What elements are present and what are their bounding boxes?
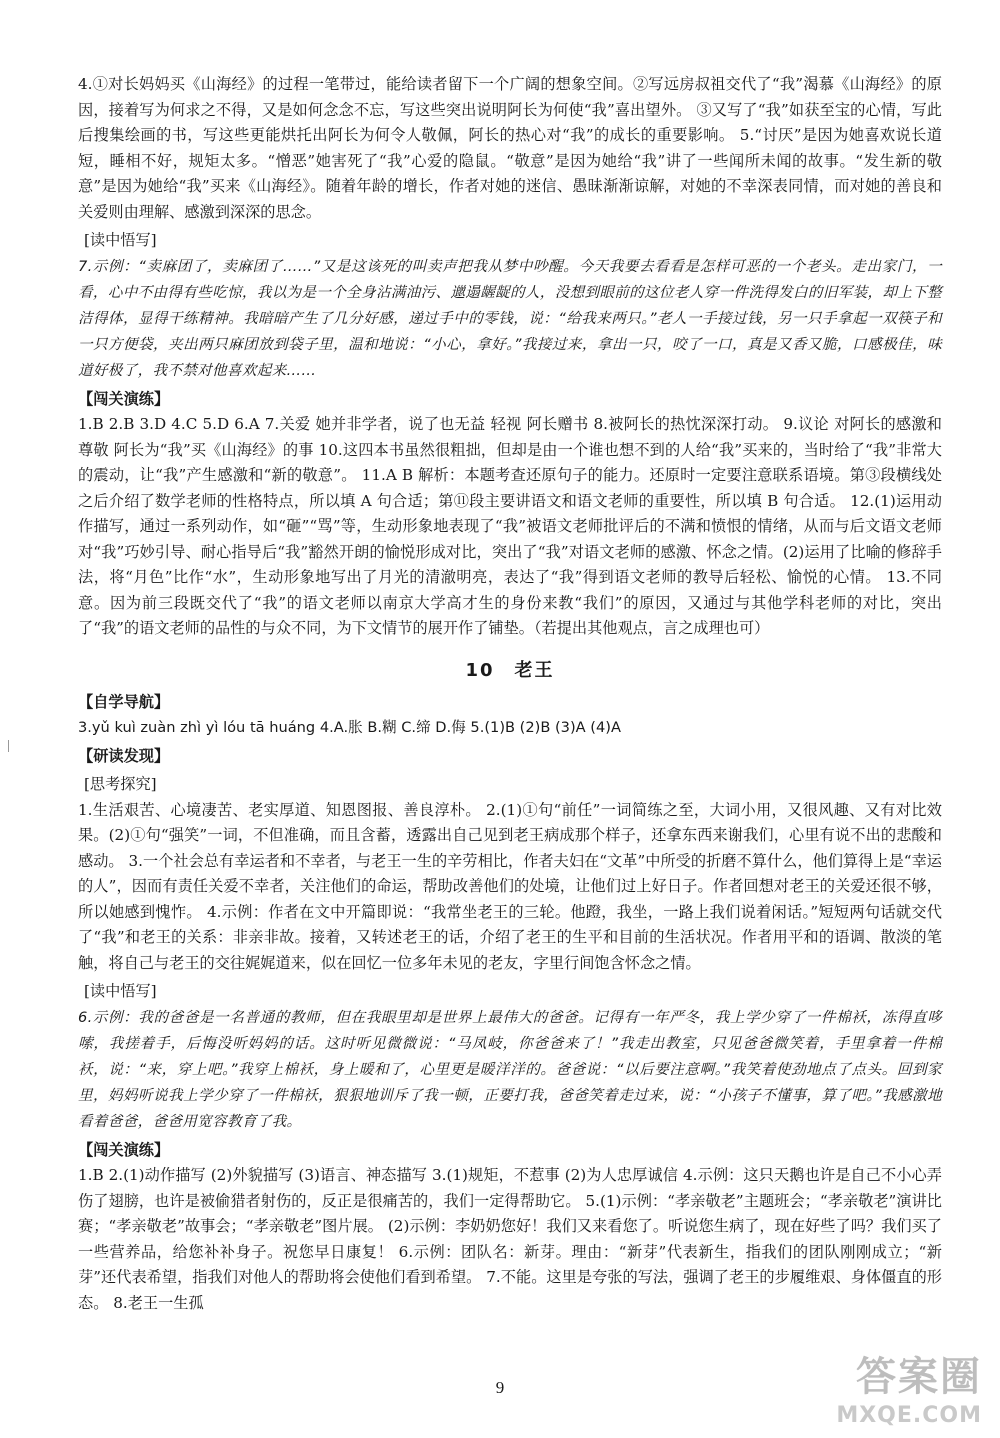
practice-answers-2: 1.B 2.(1)动作描写 (2)外貌描写 (3)语言、神态描写 3.(1)规矩，不惹事 (2)为人忠厚诚信 4.示例：这只天鹅也许是自己不小心弄伤了翅膀，也许是被偷猎者射伤的，反正是很痛苦的，我们一定得帮助它。 5.(1)示例：“孝亲敬老”主题班会；“孝亲敬老”演讲比赛；“孝亲敬老”故事会；“孝亲敬老”图片展。 (2)示例：李奶奶您好！我们又来看您了。听说您生病了，现在好些了吗？我们买了一些营养品，给您补补身子。祝您早日康复！ 6.示例：团队名：新芽。理由：“新芽”代表新生，指我们的团队刚刚成立；“新芽”还代表希望，指我们对他人的帮助将会使他们看到希望。 7.不能。这里是夸张的写法，强调了老王的步履维艰、身体僵直的形态。 8.老王一生孤 bbox=[78, 1166, 942, 1312]
heading-study-discover: 【研读发现】 bbox=[78, 746, 170, 765]
think-explore-answers: 1.生活艰苦、心境凄苦、老实厚道、知恩图报、善良淳朴。 2.(1)①句“前任”一词简练之至，大词小用，又很风趣、又有对比效果。(2)①句“强笑”一词，不但准确，而且含蓄，透露出自己见到老王病成那个样子，还拿东西来谢我们，心里有说不出的悲酸和感动。 3.一个社会总有幸运者和不幸者，与老王一生的辛劳相比，作者夫妇在“文革”中所受的折磨不算什么，他们算得上是“幸运的人”，因而有责任关爱不幸者，关注他们的命运，帮助改善他们的处境，让他们过上好日子。作者回想对老王的关爱还很不够，所以她感到愧怍。 4.示例：作者在文中开篇即说：“我常坐老王的三轮。他蹬，我坐，一路上我们说着闲话。”短短两句话就交代了“我”和老王的关系：非亲非故。接着，又转述老王的话，介绍了老王的生平和目前的生活状况。作者用平和的语调、散淡的笔触，将自己与老王的交往娓娓道来，似在回忆一位多年未见的老友，字里行间饱含怀念之情。 bbox=[78, 800, 942, 972]
heading-practice-2: 【闯关演练】 bbox=[78, 1140, 170, 1159]
watermark bbox=[792, 1348, 982, 1428]
practice-answers: 1.B 2.B 3.D 4.C 5.D 6.A 7.关爱 她并非学者，说了也无益 轻视 阿长赠书 8.被阿长的热忱深深打动。 9.议论 对阿长的感激和尊敬 阿长为“我”买《山海经》的事 10.这四本书虽然很粗拙，但却是由一个谁也想不到的人给“我”买来的，当时给了“我”非常大的震动，让“我”产生感激和“新的敬意”。 11.A B 解析：本题考查还原句子的能力。还原时一定要注意联系语境。第③段横线处之后介绍了数学老师的性格特点，所以填 A 句合适；第⑪段主要讲语文和语文老师的重要性，所以填 B 句合适。 12.(1)运用动作描写，通过一系列动作，如“砸”“骂”等，生动形象地表现了“我”被语文老师批评后的不满和愤恨的情绪，从而与后文语文老师对“我”巧妙引导、耐心指导后“我”豁然开朗的愉悦形成对比，突出了“我”对语文老师的感激、怀念之情。(2)运用了比喻的修辞手法，将“月色”比作“水”，生动形象地写出了月光的清澈明亮，表达了“我”得到语文老师的教导后轻松、愉悦的心情。 13.不同意。因为前三段既交代了“我”的语文老师以南京大学高才生的身份来教“我们”的原因，又通过与其他学科老师的对比，突出了“我”的语文老师的品性的与众不同，为下文情节的展开作了铺垫。（若提出其他观点，言之成理也可） bbox=[78, 415, 942, 637]
watermark-logo: 答案圈 bbox=[856, 1354, 982, 1400]
example-answer-7: 7.示例：“卖麻团了，卖麻团了……”又是这该死的叫卖声把我从梦中吵醒。今天我要去看看是怎样可恶的一个老头。走出家门，一看，心中不由得有些吃惊，我以为是一个全身沾满油污、邋遢龌龊的人，没想到眼前的这位老人穿一件洗得发白的旧军装，却上下整洁得体，显得干练精神。我暗暗产生了几分好感，递过手中的零钱，说：“给我来两只。”老人一手接过钱，另一只手拿起一双筷子和一只方便袋，夹出两只麻团放到袋子里，温和地说：“小心，拿好。”我接过来，拿出一只，咬了一口，真是又香又脆，口感极佳，味道好极了，我不禁对他喜欢起来…… bbox=[78, 257, 942, 379]
heading-self-study: 【自学导航】 bbox=[78, 692, 170, 711]
subheading-read-write-2: [读中悟写] bbox=[84, 982, 157, 1000]
page-number: 9 bbox=[495, 1378, 505, 1397]
subheading-read-write: [读中悟写] bbox=[84, 231, 157, 249]
margin-mark bbox=[8, 740, 13, 752]
lesson-title: 10 老王 bbox=[465, 659, 555, 681]
watermark-site: MXQE.COM bbox=[836, 1403, 982, 1428]
subheading-think-explore: [思考探究] bbox=[84, 775, 157, 793]
answer-page bbox=[78, 72, 942, 1316]
heading-practice: 【闯关演练】 bbox=[78, 389, 170, 408]
example-answer-6: 6.示例：我的爸爸是一名普通的教师，但在我眼里却是世界上最伟大的爸爸。记得有一年严冬，我上学少穿了一件棉袄，冻得直哆嗦，我搓着手，后悔没听妈妈的话。这时听见微微说：“马凤岐，你爸爸来了！”我走出教室，只见爸爸微笑着，手里拿着一件棉袄，说：“来，穿上吧。”我穿上棉袄，身上暖和了，心里更是暖洋洋的。爸爸说：“以后要注意啊。”我笑着使劲地点了点头。回到家里，妈妈听说我上学少穿了一件棉袄，狠狠地训斥了我一顿，正要打我，爸爸笑着走过来，说：“小孩子不懂事，算了吧。”我感激地看着爸爸，爸爸用宽容教育了我。 bbox=[78, 1008, 942, 1130]
self-study-answers: 3.yǔ kuì zuàn zhì yì lóu tā huáng 4.A.胀 B.糊 C.缔 D.侮 5.(1)B (2)B (3)A (4)A bbox=[78, 719, 621, 736]
answer-block-4-5: 4.①对长妈妈买《山海经》的过程一笔带过，能给读者留下一个广阔的想象空间。②写远房叔祖交代了“我”渴慕《山海经》的原因，接着写为何求之不得，又是如何念念不忘，写这些突出说明阿长为何使“我”喜出望外。 ③又写了“我”如获至宝的心情，写此后搜集绘画的书，写这些更能烘托出阿长为何令人敬佩，阿长的热心对“我”的成长的重要影响。 5.“讨厌”是因为她喜欢说长道短，睡相不好，规矩太多。“憎恶”她害死了“我”心爱的隐鼠。“敬意”是因为她给“我”讲了一些闻所未闻的故事。“发生新的敬意”是因为她给“我”买来《山海经》。随着年龄的增长，作者对她的迷信、愚昧渐渐谅解，对她的不幸深表同情，而对她的善良和关爱则由理解、感激到深深的思念。 bbox=[78, 75, 942, 221]
